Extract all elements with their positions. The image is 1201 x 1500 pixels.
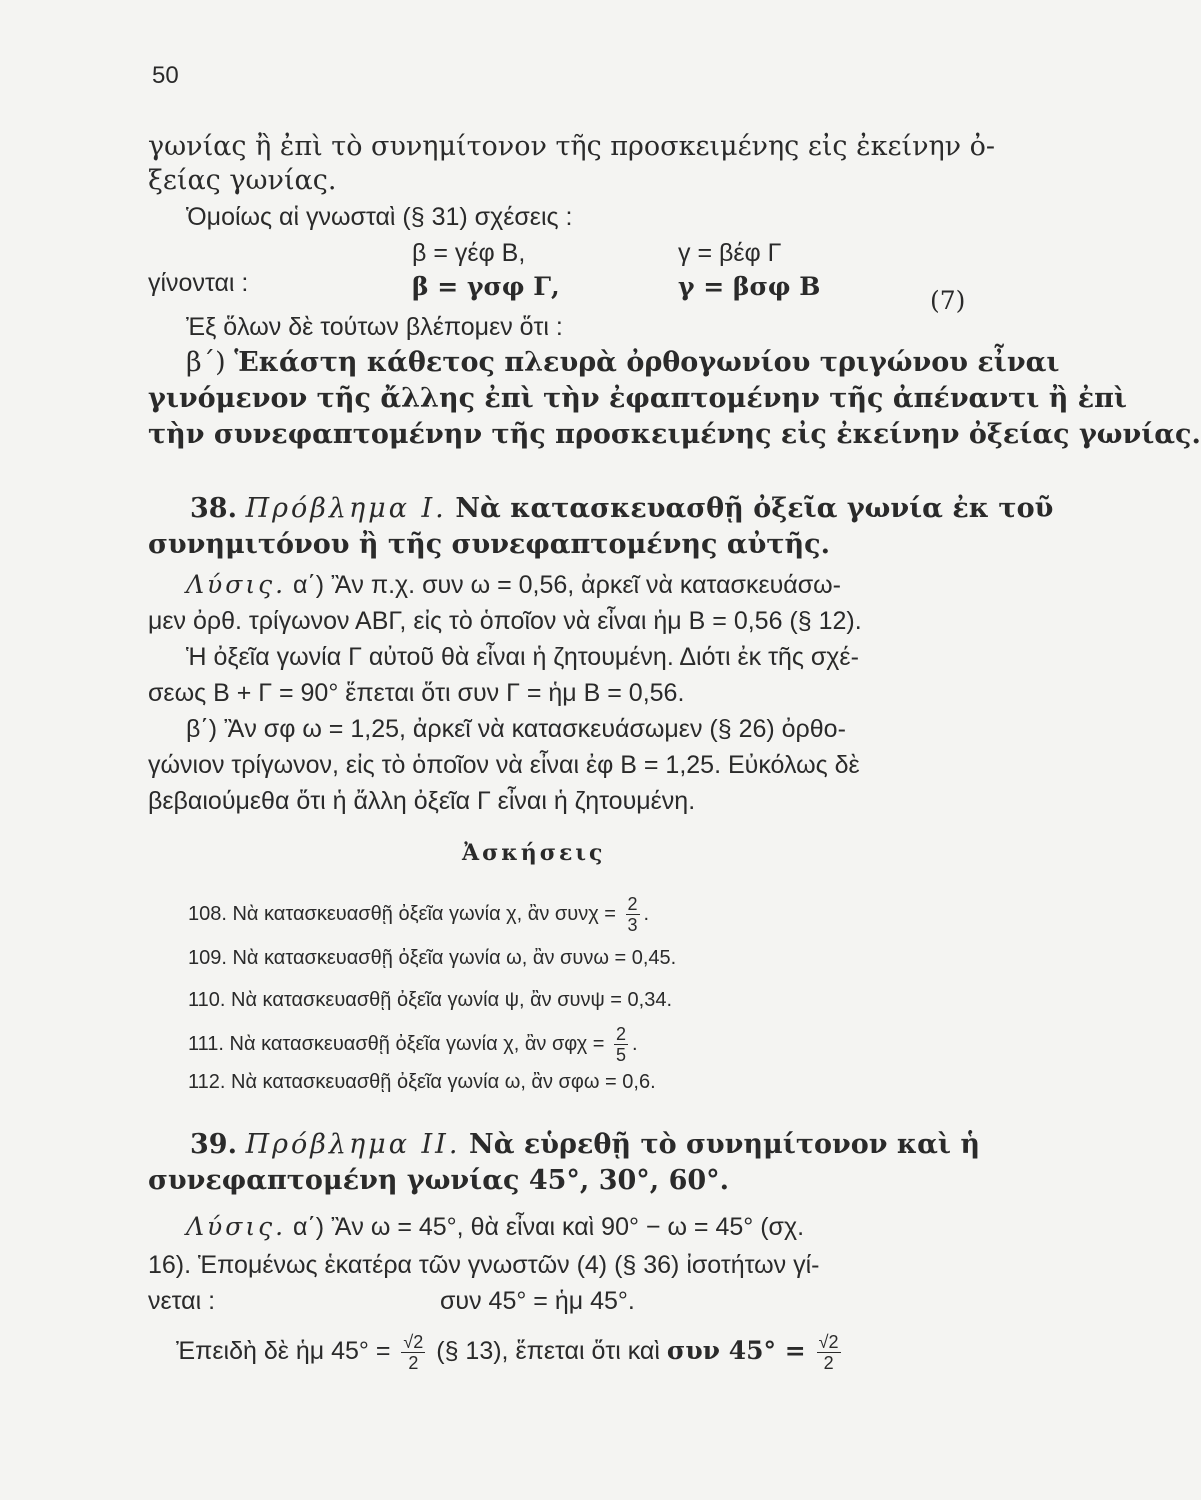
problem-label: Πρόβλημα Ι. <box>245 493 447 524</box>
exercise-item: 108. Νὰ κατασκευασθῇ ὀξεῖα γωνία χ, ἂν συνχ = $\frac{2}{3}$ . <box>188 894 650 935</box>
solution-label: Λύσις. <box>186 570 287 599</box>
section-heading-38: 38. Πρόβλημα Ι. Νὰ κατασκευασθῇ ὀξεῖα γωνία ἐκ τοῦ <box>190 493 1054 524</box>
solution-line: Ἐπειδὴ δὲ ἡμ 45° = $\frac{√2}{2}$ (§ 13), ἕπεται ὅτι καὶ συν 45° = $\frac{√2}{2}$ <box>176 1332 839 1373</box>
exercise-item: 110. Νὰ κατασκευασθῇ ὀξεῖα γωνία ψ, ἂν συνψ = 0,34. <box>188 989 673 1011</box>
problem-title: Νὰ εὑρεθῇ τὸ συνημίτονον καὶ ἡ <box>469 1129 981 1160</box>
problem-label: Πρόβλημα ΙΙ. <box>245 1129 461 1160</box>
solution-line: 16). Ἑπομένως ἑκατέρα τῶν γνωστῶν (4) (§ 36) ἰσοτήτων γί- <box>148 1251 820 1279</box>
solution-line: β΄) Ἂν σφ ω = 1,25, ἀρκεῖ νὰ κατασκευάσωμεν (§ 26) ὀρθο- <box>186 715 846 743</box>
paragraph-line: γωνίας ἢ ἐπὶ τὸ συνημίτονον τῆς προσκειμένης εἰς ἐκείνην ὀ- <box>148 131 996 162</box>
solution-line: Ἡ ὀξεῖα γωνία Γ αὐτοῦ θὰ εἶναι ἡ ζητουμένη. Διότι ἐκ τῆς σχέ- <box>186 643 859 671</box>
solution-line: μεν ὀρθ. τρίγωνον ΑΒΓ, εἰς τὸ ὁποῖον νὰ εἶναι ἡμ Β = 0,56 (§ 12). <box>148 607 862 635</box>
theorem-line: γινόμενον τῆς ἄλλης ἐπὶ τὴν ἐφαπτομένην τῆς ἀπέναντι ἢ ἐπὶ <box>148 383 1127 414</box>
theorem-text: Ἑκάστη κάθετος πλευρὰ ὀρθογωνίου τριγώνου εἶναι <box>234 347 1060 378</box>
fraction: $\frac{2}{5}$ <box>616 1024 627 1065</box>
solution-line: σεως Β + Γ = 90° ἕπεται ὅτι συν Γ = ἡμ Β = 0,56. <box>148 679 685 707</box>
fraction: $\frac{√2}{2}$ <box>403 1332 424 1373</box>
solution-line: Λύσις. α΄) Ἂν ω = 45°, θὰ εἶναι καὶ 90° − ω = 45° (σχ. <box>186 1212 805 1241</box>
fraction: $\frac{√2}{2}$ <box>818 1332 839 1373</box>
equation: συν 45° = ἡμ 45°. <box>440 1287 635 1315</box>
equation: β = γέφ Β, <box>412 239 526 267</box>
equation: γ = βέφ Γ <box>678 239 782 267</box>
theorem-line: τὴν συνεφαπτομένην τῆς προσκειμένης εἰς ἐκείνην ὀξείας γωνίας. <box>148 419 1201 450</box>
problem-title: συνεφαπτομένη γωνίας 45°, 30°, 60°. <box>148 1165 730 1196</box>
problem-title: Νὰ κατασκευασθῇ ὀξεῖα γωνία ἐκ τοῦ <box>455 493 1054 524</box>
paragraph-line: γίνονται : <box>148 269 249 297</box>
equation-number: (7) <box>930 286 966 315</box>
fraction: $\frac{2}{3}$ <box>627 894 638 935</box>
solution-line: βεβαιούμεθα ὅτι ἡ ἄλλη ὀξεῖα Γ εἶναι ἡ ζητουμένη. <box>148 787 696 815</box>
exercise-item: 111. Νὰ κατασκευασθῇ ὀξεῖα γωνία χ, ἂν σφχ = $\frac{2}{5}$ . <box>188 1024 638 1065</box>
equation: β = γσφ Γ, <box>412 272 560 301</box>
theorem-line <box>186 346 1059 380</box>
theorem-label: β΄) <box>186 347 226 378</box>
paragraph-line: Ὁμοίως αἱ γνωσταὶ (§ 31) σχέσεις : <box>186 203 573 231</box>
problem-title: συνημιτόνου ἢ τῆς συνεφαπτομένης αὐτῆς. <box>148 529 831 560</box>
equation: γ = βσφ Β <box>678 272 821 301</box>
page-number: 50 <box>152 62 179 89</box>
solution-label: Λύσις. <box>186 1212 287 1241</box>
exercise-item: 112. Νὰ κατασκευασθῇ ὀξεῖα γωνία ω, ἂν σφω = 0,6. <box>188 1071 656 1093</box>
paragraph-line: Ἐξ ὅλων δὲ τούτων βλέπομεν ὅτι : <box>186 313 563 341</box>
section-heading-39: 39. Πρόβλημα ΙΙ. Νὰ εὑρεθῇ τὸ συνημίτονον καὶ ἡ <box>190 1129 981 1160</box>
solution-line: Λύσις. α΄) Ἂν π.χ. συν ω = 0,56, ἀρκεῖ νὰ κατασκευάσω- <box>186 570 841 599</box>
paragraph-line: ξείας γωνίας. <box>148 165 337 196</box>
solution-line: νεται : <box>148 1287 216 1315</box>
solution-line: γώνιον τρίγωνον, εἰς τὸ ὁποῖον νὰ εἶναι ἐφ Β = 1,25. Εὐκόλως δὲ <box>148 751 860 779</box>
exercise-item: 109. Νὰ κατασκευασθῇ ὀξεῖα γωνία ω, ἂν συνω = 0,45. <box>188 947 677 969</box>
exercises-heading: Ἀσκήσεις <box>462 840 606 866</box>
